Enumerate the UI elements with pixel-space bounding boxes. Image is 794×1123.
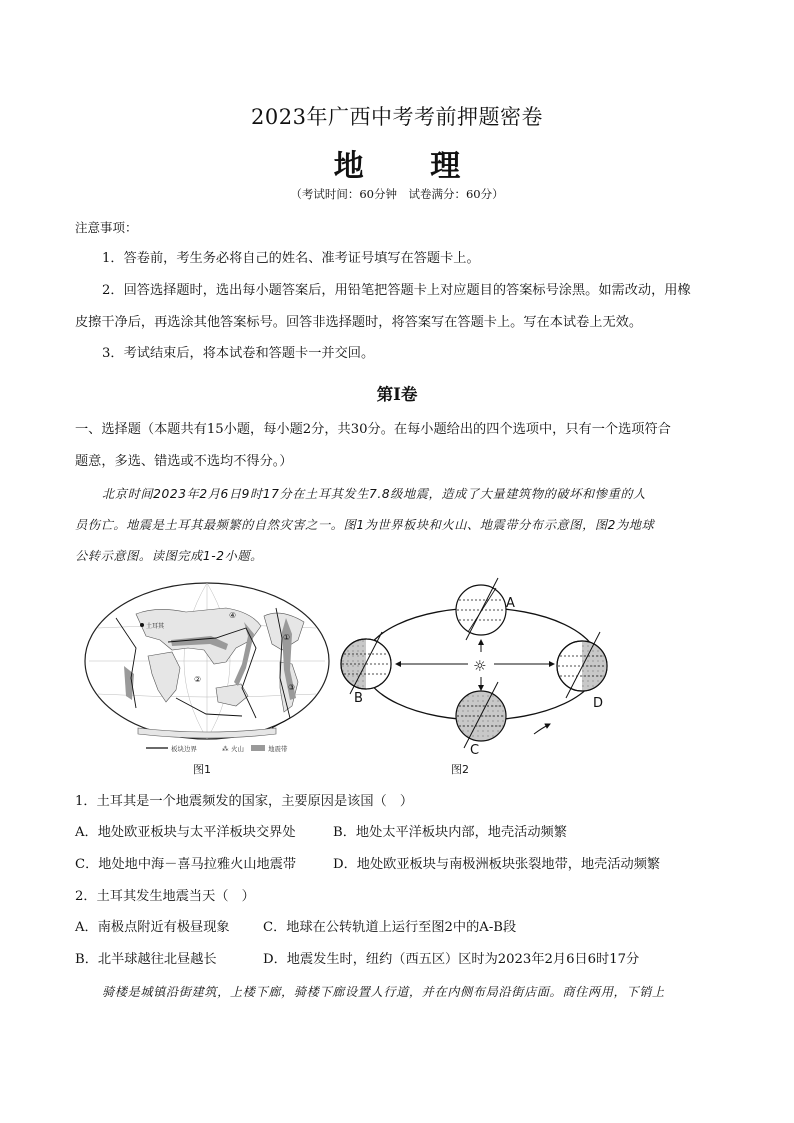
label-c: C bbox=[470, 743, 480, 758]
question-2-option-c: C．地球在公转轨道上运行至图2中的A-B段 bbox=[263, 920, 517, 935]
subject-title: 地 理 bbox=[333, 149, 489, 184]
svg-text:土耳其: 土耳其 bbox=[146, 623, 165, 630]
passage1-line-3: 公转示意图。读图完成1-2小题。 bbox=[75, 549, 263, 563]
paper-title: 2023年广西中考考前押题密卷 bbox=[251, 105, 543, 129]
question-2-option-b: B．北半球越往北昼越长 bbox=[75, 952, 217, 967]
globe-c bbox=[456, 682, 506, 748]
legend-volcano: 火山 bbox=[231, 745, 244, 753]
label-a: A bbox=[506, 596, 515, 611]
svg-text:⁂: ⁂ bbox=[222, 745, 229, 753]
exam-info: （考试时间：60分钟 试卷满分：60分） bbox=[290, 187, 504, 201]
section-title: 第Ⅰ卷 bbox=[376, 385, 418, 404]
globe-a bbox=[456, 578, 506, 640]
globe-b bbox=[341, 632, 391, 694]
svg-text:☼: ☼ bbox=[473, 657, 487, 675]
plate-number-2: ② bbox=[194, 675, 202, 684]
question-1-option-a: A．地处欧亚板块与太平洋板块交界处 bbox=[75, 825, 296, 840]
question-2-stem: 2．土耳其发生地震当天（ ） bbox=[75, 889, 255, 904]
notice-item-2-cont: 皮擦干净后，再选涂其他答案标号。回答非选择题时，将答案写在答题卡上。写在本试卷上无效。 bbox=[75, 315, 643, 330]
globe-d bbox=[557, 632, 607, 698]
passage2-line-1: 骑楼是城镇沿街建筑，上楼下廊，骑楼下廊设置人行道，并在内侧布局沿街店面。商住两用，下销上 bbox=[102, 985, 665, 999]
notice-heading: 注意事项： bbox=[75, 220, 138, 235]
passage1-line-1: 北京时间2023年2月6日9时17分在土耳其发生7.8级地震，造成了大量建筑物的破坏和惨重的人 bbox=[102, 487, 646, 501]
label-b: B bbox=[354, 691, 363, 706]
section-intro-2: 题意，多选、错选或不选均不得分。） bbox=[75, 454, 293, 469]
legend-quake-belt: 地震带 bbox=[268, 745, 288, 753]
notice-item-1: 1．答卷前，考生务必将自己的姓名、准考证号填写在答题卡上。 bbox=[102, 251, 480, 266]
section-intro-1: 一、选择题（本题共有15小题，每小题2分，共30分。在每小题给出的四个选项中，只有一个选项符合 bbox=[75, 422, 671, 437]
question-1-option-b: B．地处太平洋板块内部，地壳活动频繁 bbox=[333, 825, 567, 840]
question-1-option-c: C．地处地中海－喜马拉雅火山地震带 bbox=[75, 857, 297, 872]
question-1-stem: 1．土耳其是一个地震频发的国家，主要原因是该国（ ） bbox=[75, 794, 414, 809]
question-2-option-a: A．南极点附近有极昼现象 bbox=[75, 920, 230, 935]
notice-item-2: 2．回答选择题时，选出每小题答案后，用铅笔把答题卡上对应题目的答案标号涂黑。如需改动，用橡 bbox=[102, 283, 691, 298]
label-d: D bbox=[593, 696, 604, 711]
passage1-line-2: 员伤亡。地震是土耳其最频繁的自然灾害之一。图1为世界板块和火山、地震带分布示意图，图2为地球 bbox=[75, 518, 655, 532]
figure1-world-plate-map bbox=[76, 578, 338, 756]
question-1-option-d: D．地处欧亚板块与南极洲板块张裂地带，地壳活动频繁 bbox=[333, 857, 661, 872]
plate-number-3: ③ bbox=[288, 683, 296, 692]
question-2-option-d: D．地震发生时，纽约（西五区）区时为2023年2月6日6时17分 bbox=[263, 952, 640, 967]
figure2-revolution-diagram bbox=[336, 574, 626, 760]
legend-boundary: 板块边界 bbox=[171, 745, 197, 753]
plate-number-1: ① bbox=[283, 633, 291, 642]
plate-number-4: ④ bbox=[229, 611, 237, 620]
figure2-caption: 图2 bbox=[451, 763, 469, 776]
figure1-caption: 图1 bbox=[193, 763, 211, 776]
notice-item-3: 3．考试结束后，将本试卷和答题卡一并交回。 bbox=[102, 346, 375, 361]
